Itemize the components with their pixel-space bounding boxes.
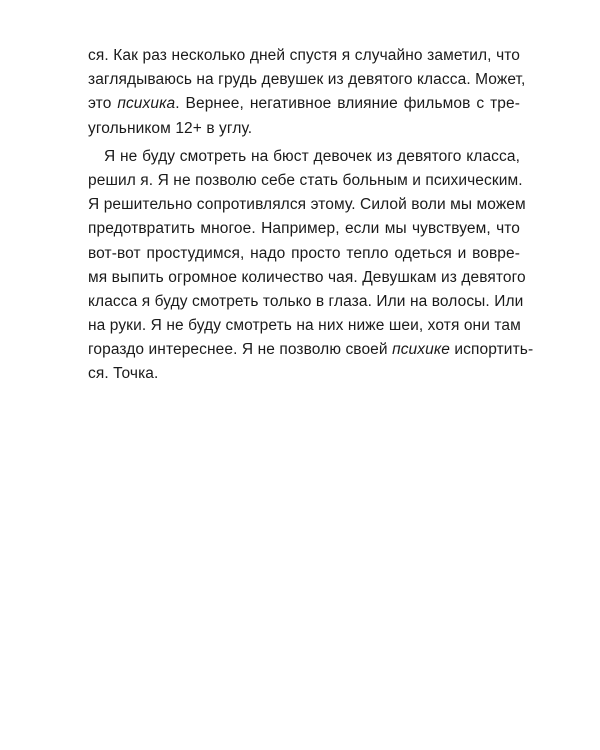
text-line: ся. Точка. bbox=[88, 365, 159, 383]
text-line bbox=[88, 92, 520, 116]
text-line: класса я буду смотреть только в глаза. Или на волосы. Или bbox=[88, 292, 524, 310]
text-line: Я не буду смотреть на бюст девочек из девятого класса, bbox=[104, 147, 520, 165]
text-run: гораздо интереснее. Я не позволю своей bbox=[88, 341, 393, 359]
text-line: предотвратить многое. Например, если мы чувствуем, что bbox=[88, 220, 520, 238]
text-line: вот-вот простудимся, надо просто тепло одеться и вовре- bbox=[88, 244, 520, 262]
text-run: . Вернее, негативное влияние фильмов с тре- bbox=[175, 95, 520, 113]
italic-word: психика bbox=[117, 95, 176, 113]
italic-word: психике bbox=[392, 341, 450, 359]
text-line: заглядываюсь на грудь девушек из девятого класса. Может, bbox=[88, 71, 526, 89]
paragraph-1 bbox=[88, 44, 526, 141]
text-line: решил я. Я не позволю себе стать больным и психическим. bbox=[88, 171, 523, 189]
text-line: Я решительно сопротивлялся этому. Силой воли мы можем bbox=[88, 196, 526, 214]
text-run: испортить- bbox=[450, 341, 534, 359]
book-page bbox=[88, 44, 534, 387]
text-line: ся. Как раз несколько дней спустя я случайно заметил, что bbox=[88, 47, 520, 64]
text-line: угольником 12+ в углу. bbox=[88, 119, 253, 137]
paragraph-2 bbox=[88, 145, 534, 387]
text-run: это bbox=[88, 95, 118, 113]
text-line bbox=[88, 338, 534, 362]
text-line: мя выпить огромное количество чая. Девушкам из девятого bbox=[88, 268, 526, 286]
text-line: на руки. Я не буду смотреть на них ниже шеи, хотя они там bbox=[88, 317, 521, 335]
